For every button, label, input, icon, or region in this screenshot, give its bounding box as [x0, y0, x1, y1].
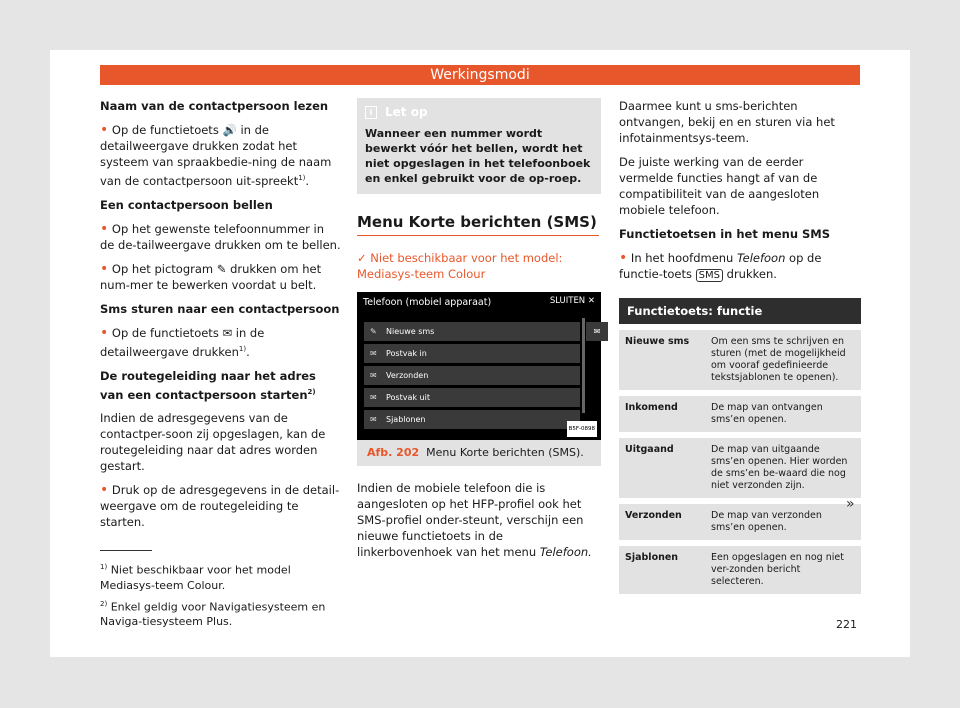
table-row: Verzonden De map van verzonden sms’en openen. — [619, 501, 861, 543]
heading-send-sms: Sms sturen naar een contactpersoon — [100, 301, 340, 316]
envelope-icon: ✉ — [370, 415, 377, 424]
envelope-icon: ✉ — [370, 371, 377, 380]
table-row: Uitgaand De map van uitgaande sms’en openen. Hier worden de sms’en be-waard die nog niet verzonden zijn. — [619, 435, 861, 501]
table-row: Nieuwe sms Om een sms te schrijven en sturen (met de mogelijkheid om vooraf gedefinieerde tekstsjablonen te openen). — [619, 327, 861, 393]
paragraph-main-menu: • In het hoofdmenu Telefoon op de functie-toets SMS drukken. — [619, 250, 822, 281]
paragraph-route: Indien de adresgegevens van de contactper-soon zij opgeslagen, kan de routegeleiding naar dat adres worden gestart. — [100, 411, 326, 474]
menu-item-inbox: ✉ Postvak in — [364, 344, 580, 363]
bullet-icon: • — [100, 220, 109, 237]
bullet-icon: • — [100, 122, 109, 138]
figure-caption: Afb. 202 Menu Korte berichten (SMS). — [357, 440, 601, 466]
paragraph-send-sms: • Op de functietoets ✉ in de detailweergave drukken$^{1)}$. — [100, 324, 265, 359]
heading-route: De routegeleiding naar het adres van een contactpersoon starten$^{2)}$ — [100, 368, 316, 402]
menu-item-new-sms: ✎ Nieuwe sms ✉ — [364, 322, 580, 341]
pencil-icon: ✎ — [216, 261, 227, 276]
warning-note: i Let op Wanneer een nummer wordt bewerkt vóór het bellen, wordt het niet opgeslagen in het telefoonboek en enkel gebruikt voor de op-roep. — [357, 98, 601, 194]
paragraph-call: • Op het gewenste telefoonnummer in de de-tailweergave drukken om te bellen. — [100, 220, 341, 252]
bullet-icon: • — [100, 260, 109, 277]
paragraph-receive: Daarmee kunt u sms-berichten ontvangen, bekij en en sturen via het infotainmentsys-teem. — [619, 99, 835, 145]
bullet-icon: • — [100, 324, 109, 341]
menu-item-templates: ✉ Sjablonen — [364, 410, 580, 429]
table-title: Functietoets: functie — [619, 298, 861, 327]
function-key-table — [619, 298, 861, 594]
availability-note: ✓ Niet beschikbaar voor het model: Mediasys-teem Colour — [357, 251, 563, 281]
speaker-icon: 🔊 — [222, 123, 237, 137]
figure-id: B5F-0898 — [567, 421, 597, 437]
heading-read-name: Naam van de contactpersoon lezen — [100, 99, 329, 113]
column-left — [100, 98, 342, 538]
paragraph-compat: De juiste werking van de eerder vermelde functies hangt af van de compatibiliteit van de aangesloten mobiele telefoon. — [619, 155, 820, 217]
envelope-icon: ✉ — [222, 325, 233, 340]
footnote-divider — [100, 550, 152, 551]
bullet-icon: • — [100, 482, 109, 499]
table-row: Inkomend De map van ontvangen sms’en openen. — [619, 393, 861, 435]
column-middle — [357, 98, 601, 568]
pencil-icon: ✎ — [370, 327, 377, 336]
footnote-2: $^{2)}$ Enkel geldig voor Navigatiesysteem en Naviga-tiesysteem Plus. — [100, 599, 326, 629]
section-title: Menu Korte berichten (SMS) — [357, 214, 601, 236]
paragraph-profile: Indien de mobiele telefoon die is aangesloten op het HFP-profiel ook het SMS-profiel onder-steunt, verschijn een nieuwe functietoets in de linkerbovenhoek van het menu Telefoon. — [357, 481, 592, 559]
paragraph-route-start: • Druk op de adresgegevens in de detail-weergave om de routegeleiding te starten. — [100, 482, 340, 530]
bullet-icon: • — [619, 250, 628, 266]
sms-key-symbol: SMS — [696, 269, 723, 282]
compose-icon: ✉ — [586, 322, 608, 341]
sms-menu-figure — [357, 292, 601, 440]
menu-item-outbox: ✉ Postvak uit — [364, 388, 580, 407]
paragraph-read-name: • Op de functietoets 🔊 in de detailweergave drukken zodat het systeem van spraakbedie-ning de naam van de contactpersoon uit-spreekt$^{1)}$. — [100, 122, 332, 188]
envelope-icon: ✉ — [370, 349, 377, 358]
table-row: Sjablonen Een opgeslagen en nog niet ver-zonden bericht selecteren. — [619, 543, 861, 594]
footnote-1: $^{1)}$ Niet beschikbaar voor het model Mediasys-teem Colour. — [100, 563, 291, 592]
close-button: SLUITEN ✕ — [549, 296, 595, 306]
note-icon: i — [365, 106, 377, 119]
footnotes — [100, 560, 345, 633]
heading-call-contact: Een contactpersoon bellen — [100, 197, 273, 212]
note-body: Wanneer een nummer wordt bewerkt vóór het bellen, wordt het niet opgeslagen in het telefoonboek en enkel gebruikt voor de op-roep. — [365, 127, 591, 185]
heading-function-keys: Functietoetsen in het menu SMS — [619, 227, 831, 241]
column-right — [619, 98, 861, 594]
page-number: 221 — [836, 618, 857, 631]
continue-mark: » — [846, 496, 855, 512]
paragraph-edit-number: • Op het pictogram ✎ drukken om het num-mer te bewerken voordat u belt. — [100, 260, 322, 292]
figure-header: Telefoon (mobiel apparaat) — [363, 297, 492, 308]
check-icon: ✓ — [357, 251, 367, 265]
menu-item-sent: ✉ Verzonden — [364, 366, 580, 385]
envelope-icon: ✉ — [370, 393, 377, 402]
section-header: Werkingsmodi — [100, 65, 860, 85]
scrollbar — [582, 318, 585, 413]
